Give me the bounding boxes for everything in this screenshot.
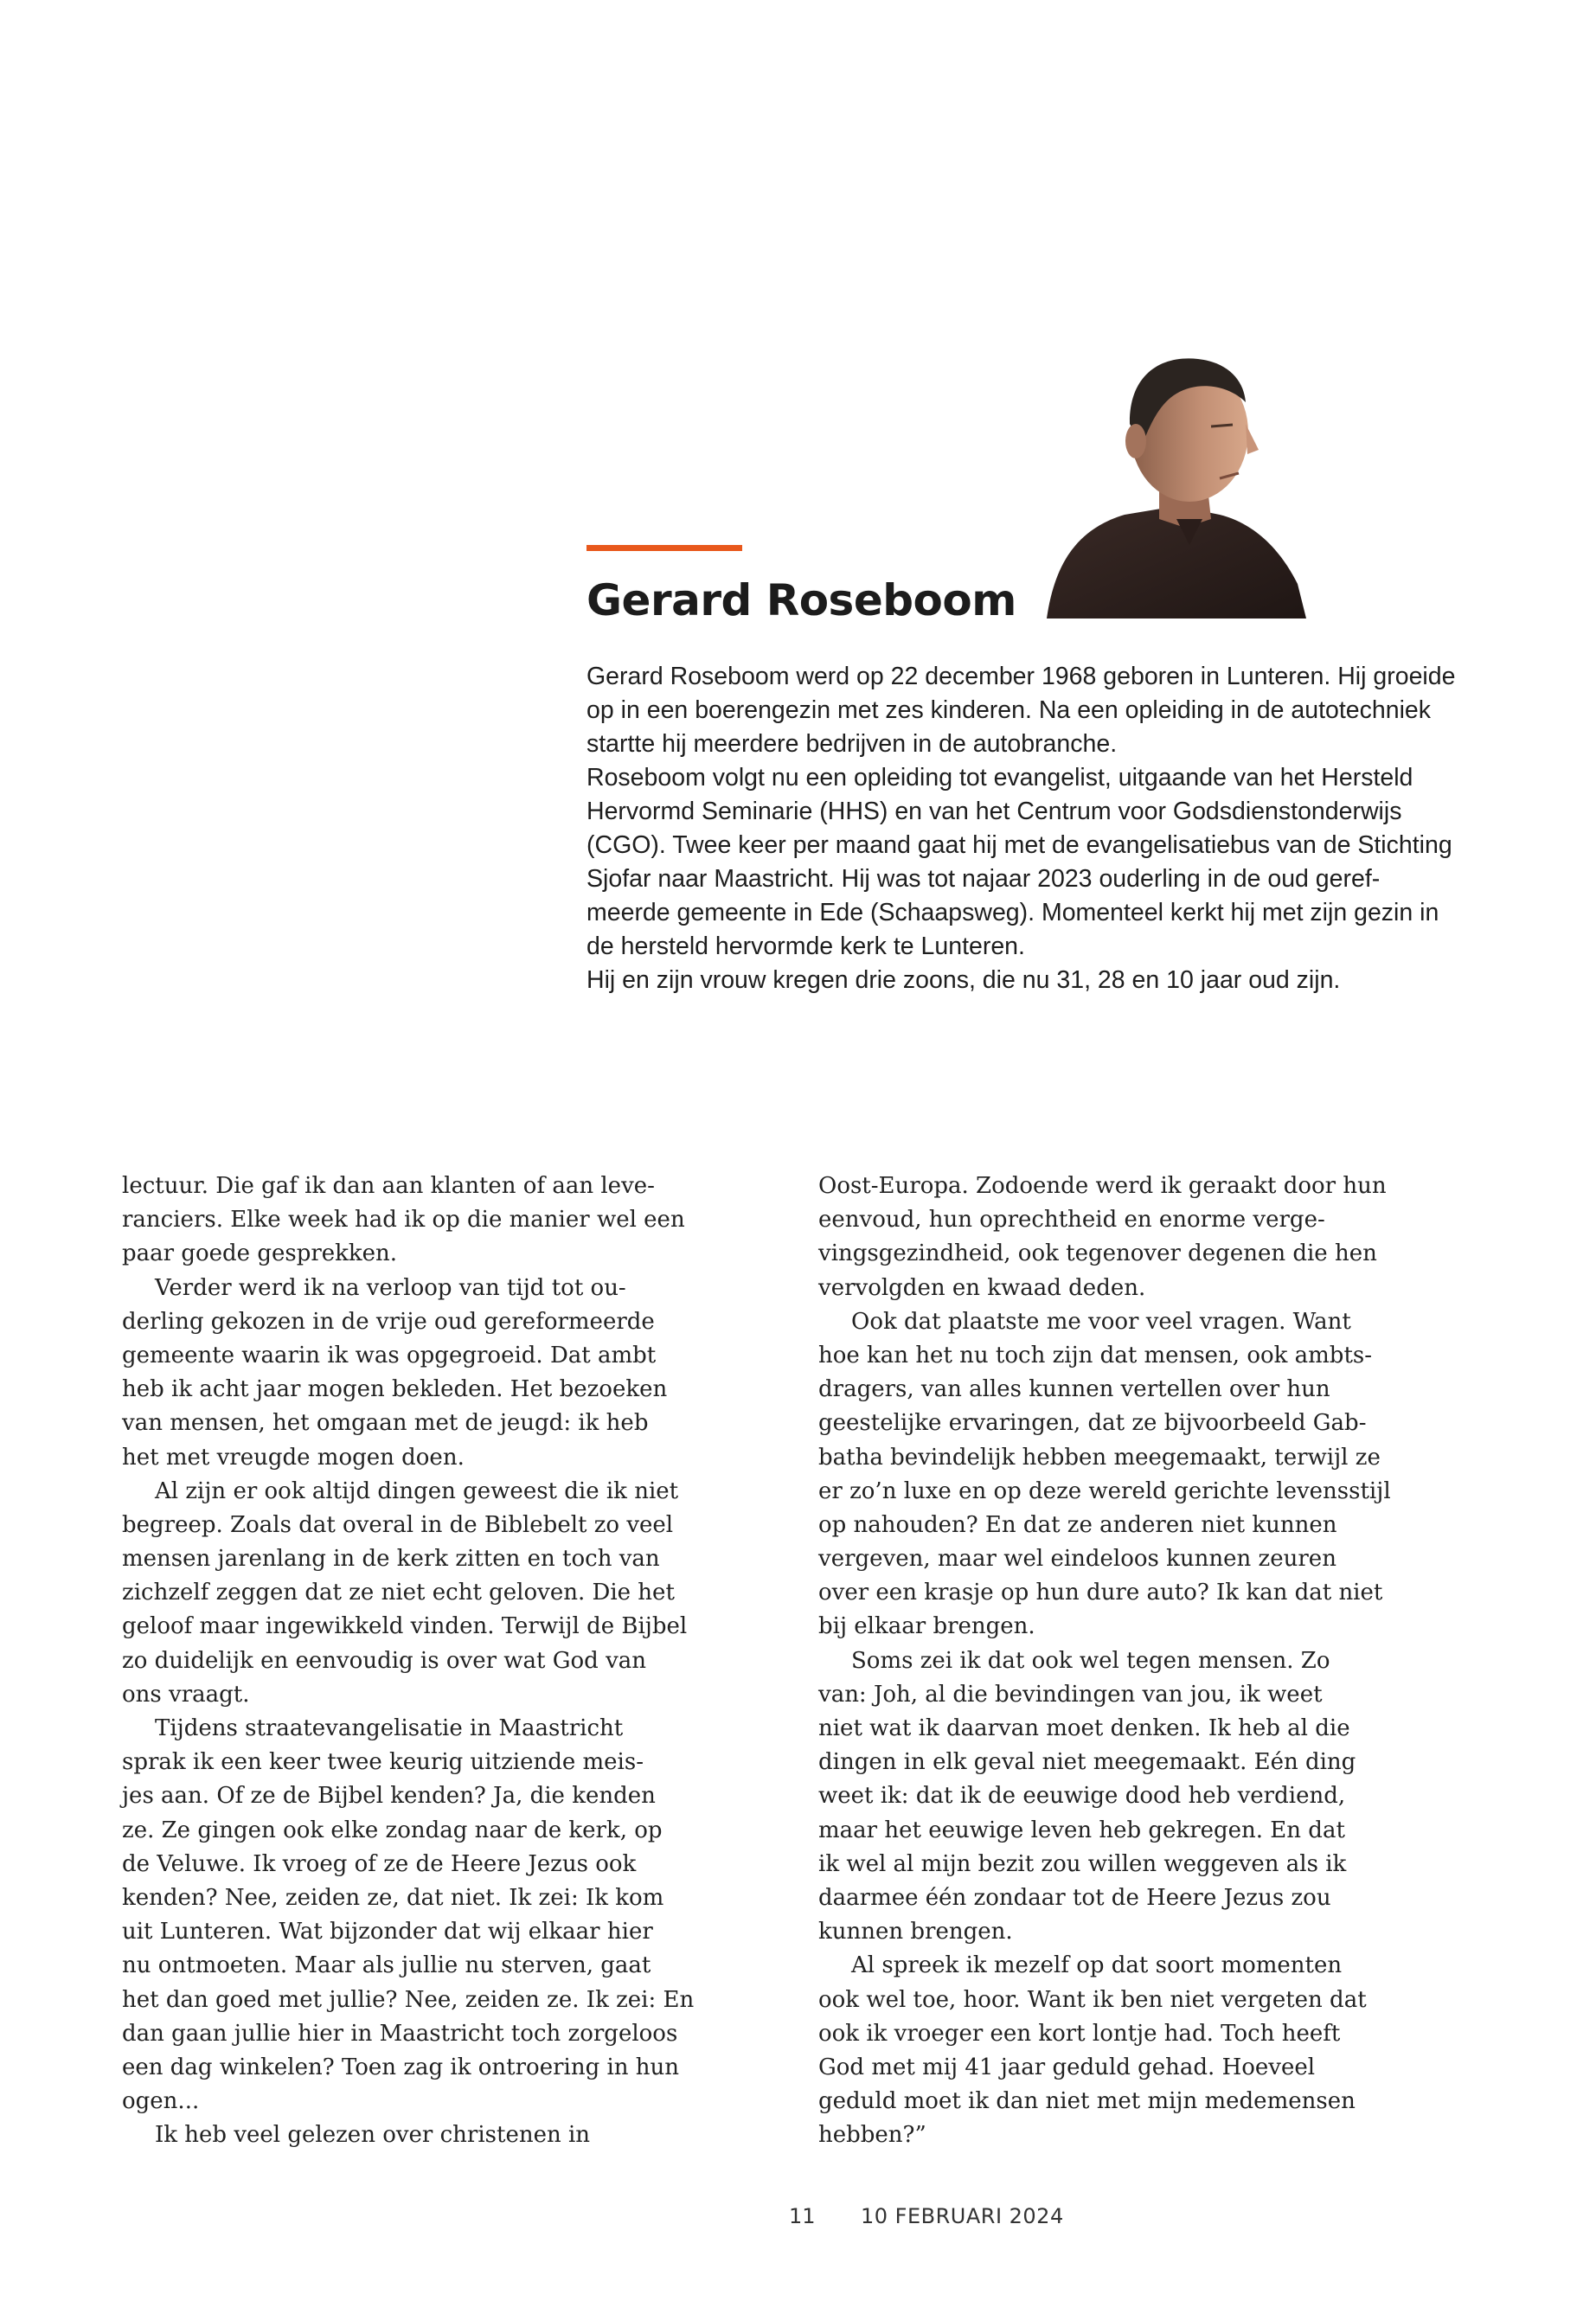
bio-line: Sjofar naar Maastricht. Hij was tot najaar 2023 ouderling in de oud geref- [586, 865, 1381, 893]
article-line: ze. Ze gingen ook elke zondag naar de kerk, op [122, 1817, 663, 1843]
bio-line: meerde gemeente in Ede (Schaapsweg). Momenteel kerkt hij met zijn gezin in [586, 899, 1439, 926]
article-line: heb ik acht jaar mogen bekleden. Het bezoeken [122, 1376, 668, 1403]
article-line: paar goede gesprekken. [122, 1240, 398, 1267]
article-line: nu ontmoeten. Maar als jullie nu sterven, gaat [122, 1952, 651, 1979]
article-line: op nahouden? En dat ze anderen niet kunnen [818, 1511, 1337, 1538]
article-line: ranciers. Elke week had ik op die manier wel een [122, 1207, 685, 1234]
article-line: weet ik: dat ik de eeuwige dood heb verdiend, [818, 1783, 1346, 1810]
article-line: zo duidelijk en eenvoudig is over wat God van [122, 1647, 647, 1674]
article-line: dan gaan jullie hier in Maastricht toch zorgeloos [122, 2020, 678, 2047]
article-line: het met vreugde mogen doen. [122, 1444, 465, 1471]
article-line: maar het eeuwige leven heb gekregen. En dat [818, 1817, 1345, 1843]
article-line: hoe kan het nu toch zijn dat mensen, ook ambts- [818, 1342, 1373, 1368]
article-line: eenvoud, hun oprechtheid en enorme verge- [818, 1207, 1325, 1234]
article-line: over een krasje op hun dure auto? Ik kan dat niet [818, 1580, 1383, 1606]
bio-line: de hersteld hervormde kerk te Lunteren. [586, 933, 1025, 960]
article-line: Al spreek ik mezelf op dat soort momenten [851, 1952, 1343, 1979]
article-line: niet wat ik daarvan moet denken. Ik heb al die [818, 1715, 1350, 1741]
profile-bio [586, 660, 1521, 997]
article-line: batha bevindelijk hebben meegemaakt, terwijl ze [818, 1444, 1381, 1471]
article-line: ook wel toe, hoor. Want ik ben niet vergeten dat [818, 1986, 1367, 2013]
article-line: Soms zei ik dat ook wel tegen mensen. Zo [851, 1647, 1330, 1674]
article-line: zichzelf zeggen dat ze niet echt geloven. Die het [122, 1580, 675, 1606]
article-line: gemeente waarin ik was opgegroeid. Dat ambt [122, 1342, 657, 1368]
article-line: van mensen, het omgaan met de jeugd: ik heb [122, 1410, 649, 1437]
article-line: een dag winkelen? Toen zag ik ontroering in hun [122, 2054, 680, 2080]
article-line: Ik heb veel gelezen over christenen in [155, 2122, 591, 2149]
article-line: vervolgden en kwaad deden. [818, 1274, 1146, 1301]
article-line: God met mij 41 jaar geduld gehad. Hoeveel [818, 2054, 1316, 2080]
article-line: Verder werd ik na verloop van tijd tot ou- [155, 1274, 626, 1301]
article-column-left [122, 1170, 710, 2152]
article-line: ons vraagt. [122, 1681, 250, 1708]
article-line: er zo’n luxe en op deze wereld gerichte levensstijl [818, 1477, 1391, 1504]
article-line: kenden? Nee, zeiden ze, dat niet. Ik zei: Ik kom [122, 1884, 664, 1911]
bio-line: Hervormd Seminarie (HHS) en van het Centrum voor Godsdienstonderwijs [586, 798, 1402, 825]
article-line: derling gekozen in de vrije oud gereformeerde [122, 1308, 655, 1335]
article-line: de Veluwe. Ik vroeg of ze de Heere Jezus ook [122, 1850, 637, 1877]
article-line: sprak ik een keer twee keurig uitziende meis- [122, 1749, 644, 1776]
article-line: ik wel al mijn bezit zou willen weggeven als ik [818, 1850, 1347, 1877]
bio-line: Gerard Roseboom werd op 22 december 1968 geboren in Lunteren. Hij groeide [586, 663, 1456, 690]
article-line: Al zijn er ook altijd dingen geweest die ik niet [155, 1477, 679, 1504]
article-line: vingsgezindheid, ook tegenover degenen die hen [818, 1240, 1377, 1267]
article-line: van: Joh, al die bevindingen van jou, ik weet [818, 1681, 1323, 1708]
bio-line: Hij en zijn vrouw kregen drie zoons, die nu 31, 28 en 10 jaar oud zijn. [586, 966, 1341, 994]
page-number: 11 [789, 2204, 816, 2228]
article-line: ook ik vroeger een kort lontje had. Toch heeft [818, 2020, 1341, 2047]
article-column-right [818, 1170, 1407, 2152]
article-line: dragers, van alles kunnen vertellen over hun [818, 1376, 1330, 1403]
bio-line: (CGO). Twee keer per maand gaat hij met de evangelisatiebus van de Stichting [586, 831, 1452, 859]
bio-line: Roseboom volgt nu een opleiding tot evangelist, uitgaande van het Hersteld [586, 764, 1413, 792]
article-line: hebben?” [818, 2122, 926, 2149]
article-line: lectuur. Die gaf ik dan aan klanten of aan leve- [122, 1173, 655, 1199]
article-line: geduld moet ik dan niet met mijn medemensen [818, 2088, 1356, 2115]
accent-rule [586, 545, 742, 551]
article-line: Tijdens straatevangelisatie in Maastricht [155, 1715, 624, 1741]
article-line: jes aan. Of ze de Bijbel kenden? Ja, die kenden [122, 1783, 656, 1810]
article-line: ogen... [122, 2088, 200, 2115]
article-line: dingen in elk geval niet meegemaakt. Eén ding [818, 1749, 1356, 1776]
bio-line: op in een boerengezin met zes kinderen. Na een opleiding in de autotechniek [586, 696, 1432, 724]
article-line: mensen jarenlang in de kerk zitten en toch van [122, 1546, 660, 1573]
article-line: daarmee één zondaar tot de Heere Jezus zou [818, 1884, 1331, 1911]
article-line: geestelijke ervaringen, dat ze bijvoorbeeld Gab- [818, 1410, 1367, 1437]
article-line: geloof maar ingewikkeld vinden. Terwijl de Bijbel [122, 1613, 688, 1640]
article-line: het dan goed met jullie? Nee, zeiden ze. Ik zei: En [122, 1986, 695, 2013]
article-line: Oost-Europa. Zodoende werd ik geraakt door hun [818, 1173, 1387, 1199]
profile-name: Gerard Roseboom [586, 575, 1016, 625]
article-line: uit Lunteren. Wat bijzonder dat wij elkaar hier [122, 1919, 653, 1945]
article-line: Ook dat plaatste me voor veel vragen. Want [851, 1308, 1351, 1335]
portrait-photo [1047, 342, 1358, 619]
article-line: vergeven, maar wel eindeloos kunnen zeuren [818, 1546, 1336, 1573]
article-line: kunnen brengen. [818, 1919, 1013, 1945]
bio-line: startte hij meerdere bedrijven in de autobranche. [586, 730, 1118, 758]
article-line: bij elkaar brengen. [818, 1613, 1035, 1640]
article-line: begreep. Zoals dat overal in de Biblebelt zo veel [122, 1511, 674, 1538]
issue-date: 10 FEBRUARI 2024 [861, 2204, 1064, 2228]
